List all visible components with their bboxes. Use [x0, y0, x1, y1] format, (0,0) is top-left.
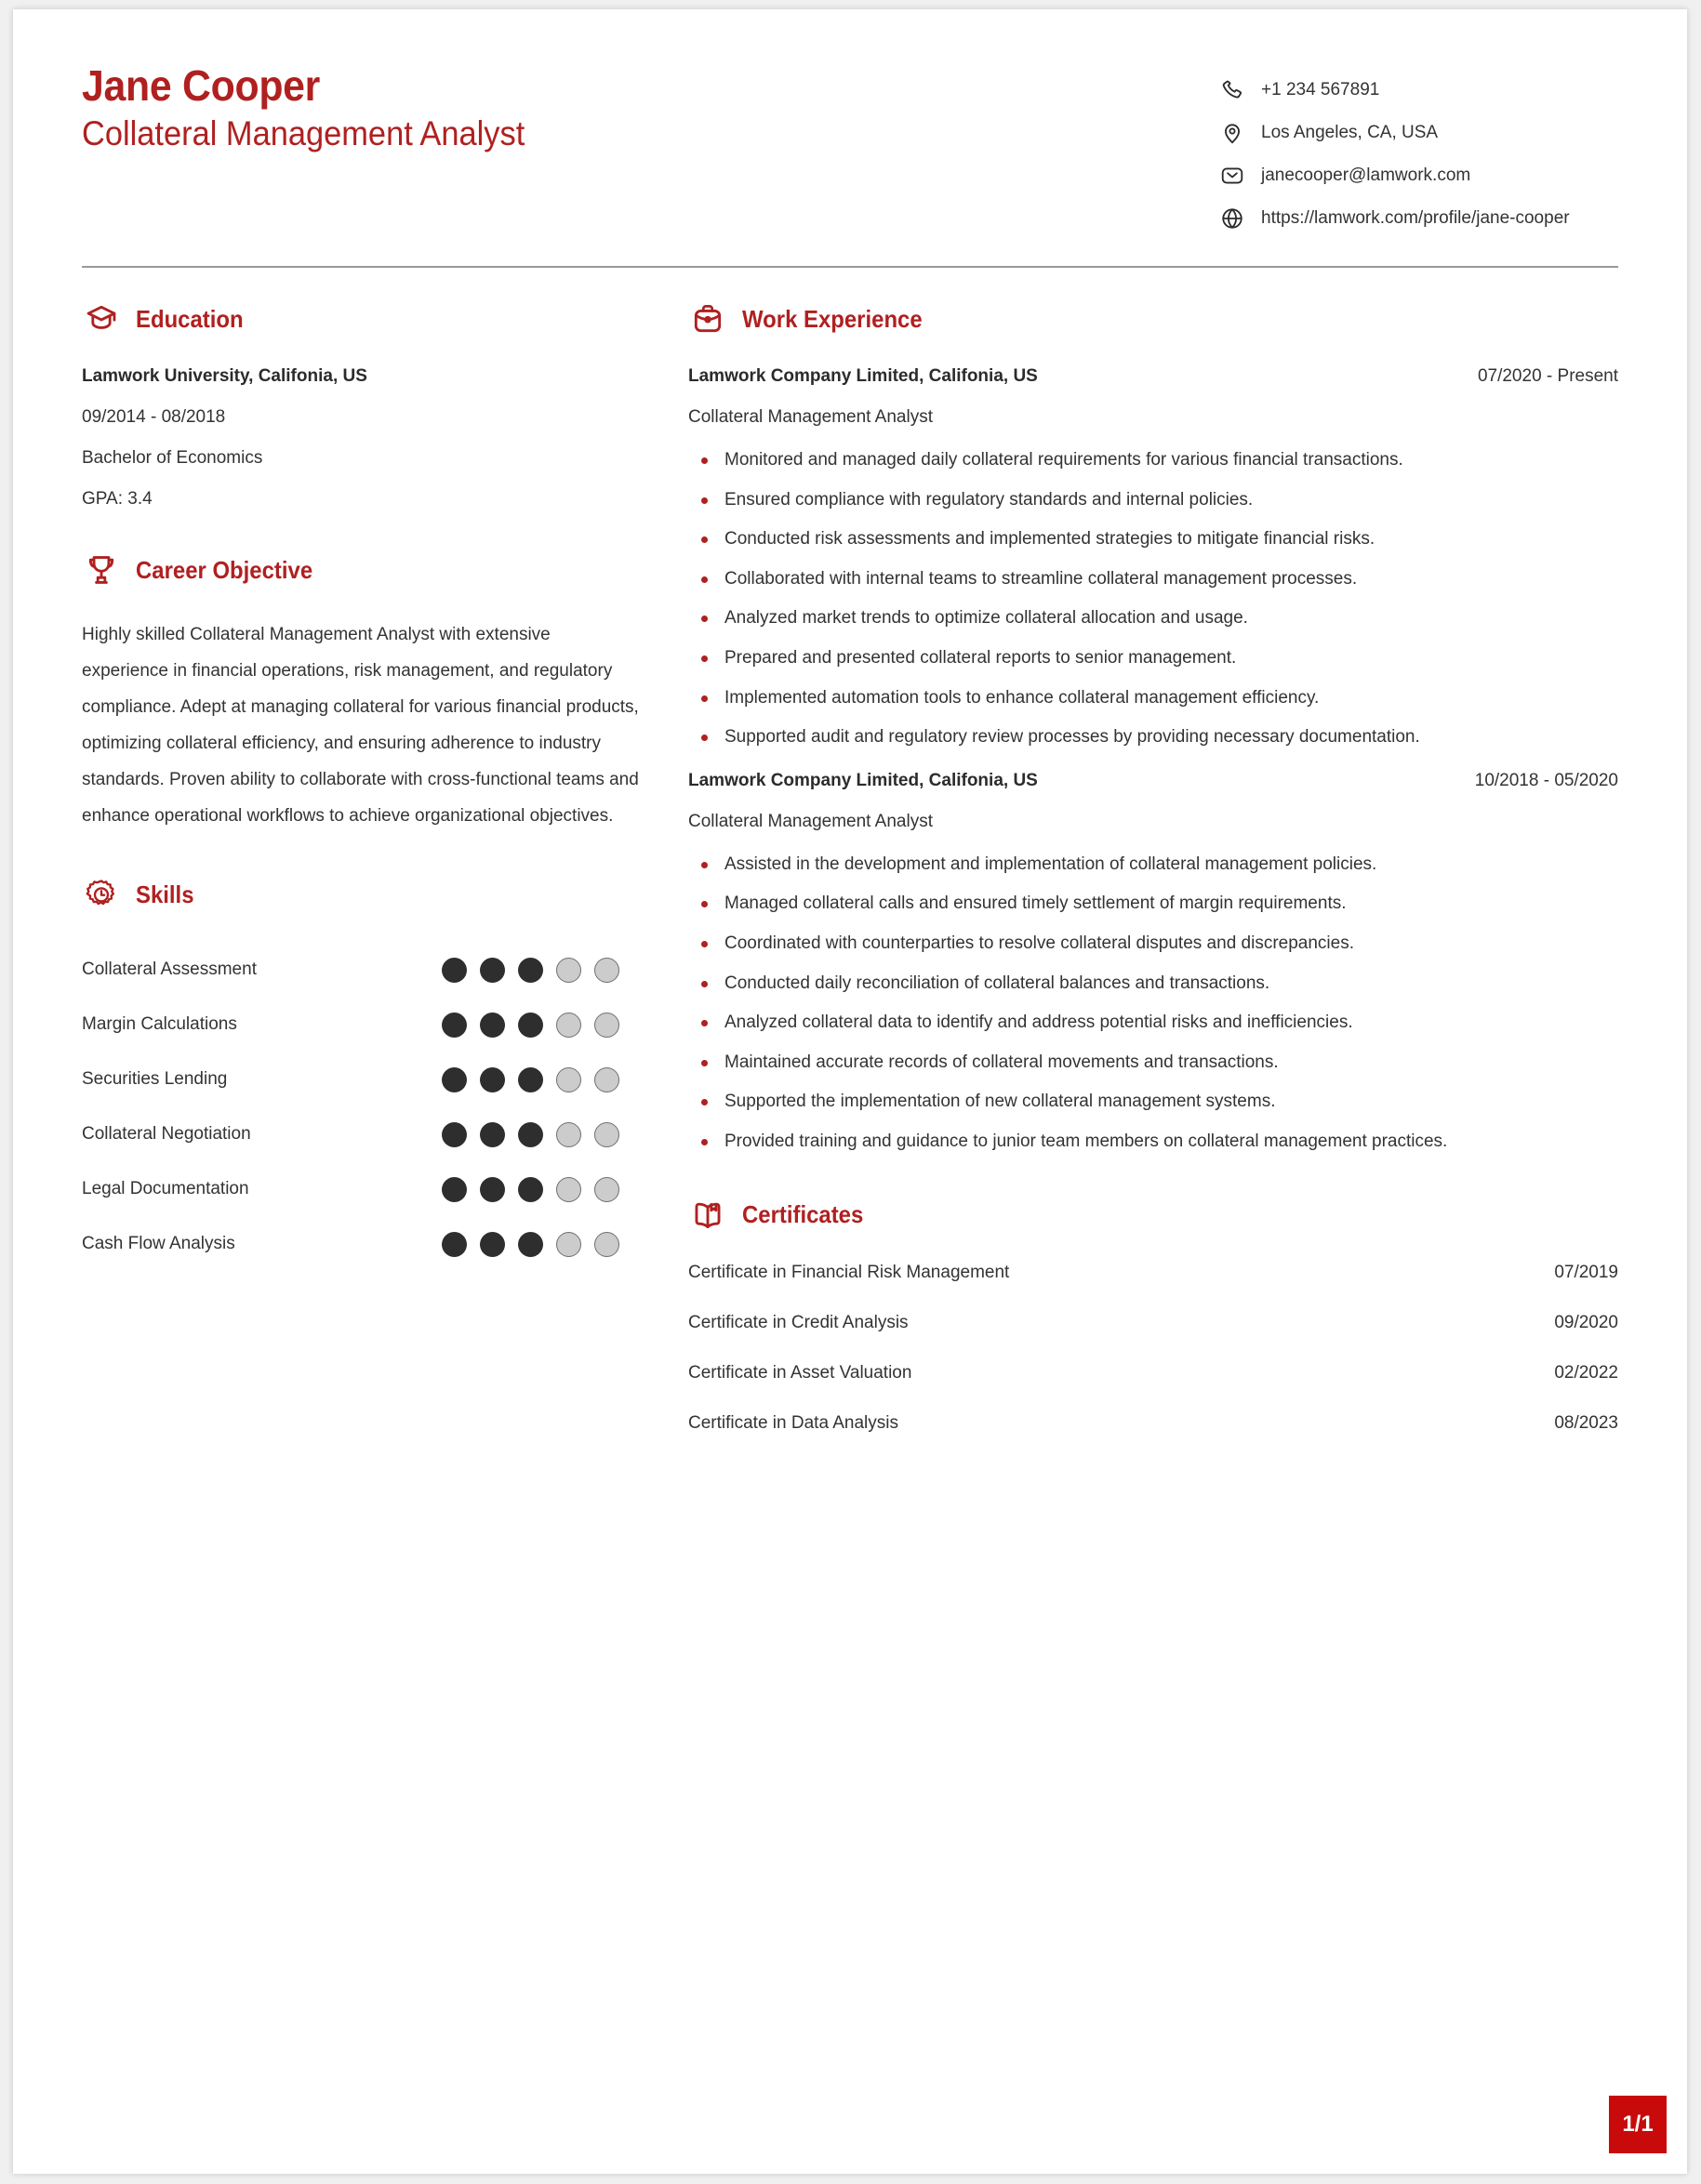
page-title: Jane Cooper	[82, 61, 321, 110]
rating-dot	[518, 1232, 543, 1257]
skill-rating	[442, 1013, 619, 1038]
trophy-icon	[82, 550, 121, 589]
rating-dot	[442, 1122, 467, 1147]
contact-row-phone[interactable]	[1218, 69, 1618, 112]
rating-dot	[480, 1232, 505, 1257]
section-title-certificates: Certificates	[742, 1200, 864, 1228]
skill-name: Cash Flow Analysis	[82, 1234, 235, 1254]
education-degree: Bachelor of Economics	[82, 448, 263, 468]
resume-header	[82, 63, 1618, 240]
job-role: Collateral Management Analyst	[688, 811, 933, 831]
header-divider	[82, 266, 1618, 268]
education-dates: 09/2014 - 08/2018	[82, 407, 226, 427]
job-bullet-text: Coordinated with counterparties to resolve collateral disputes and discrepancies.	[724, 933, 1354, 953]
rating-dot	[442, 1232, 467, 1257]
rating-dot	[556, 1013, 581, 1038]
job-bullet-text: Prepared and presented collateral reports to senior management.	[724, 647, 1237, 668]
certificate-date: 02/2022	[1554, 1362, 1618, 1383]
job-entry	[688, 366, 1618, 750]
section-title-education: Education	[136, 304, 244, 333]
skill-row	[82, 1162, 640, 1217]
rating-dot	[594, 958, 619, 983]
skill-row	[82, 943, 640, 998]
rating-dot	[480, 958, 505, 983]
certificate-row	[688, 1363, 1618, 1383]
section-title-career-objective: Career Objective	[136, 555, 313, 584]
job-bullet	[688, 972, 1618, 997]
contact-row-email[interactable]	[1218, 154, 1618, 197]
bullet-dot-icon	[701, 1020, 708, 1026]
rating-dot	[518, 1122, 543, 1147]
envelope-icon	[1218, 162, 1246, 190]
job-role: Collateral Management Analyst	[688, 407, 933, 427]
skill-rating	[442, 1122, 619, 1147]
certificate-row	[688, 1413, 1618, 1434]
job-bullet-text: Supported the implementation of new collateral management systems.	[724, 1092, 1276, 1112]
job-bullet-text: Supported audit and regulatory review processes by providing necessary documentation.	[724, 727, 1420, 748]
skill-name: Securities Lending	[82, 1069, 228, 1090]
rating-dot	[442, 1067, 467, 1092]
job-bullet-text: Monitored and managed daily collateral requirements for various financial transactions.	[724, 450, 1403, 470]
job-bullet-text: Conducted daily reconciliation of collateral balances and transactions.	[724, 973, 1270, 993]
skill-row	[82, 1107, 640, 1162]
bullet-dot-icon	[701, 695, 708, 702]
bullet-dot-icon	[701, 901, 708, 907]
rating-dot	[480, 1122, 505, 1147]
job-company: Lamwork Company Limited, Califonia, US	[688, 366, 1038, 386]
rating-dot	[556, 1067, 581, 1092]
graduation-cap-icon	[82, 299, 121, 338]
skill-row	[82, 1217, 640, 1272]
bullet-dot-icon	[701, 655, 708, 662]
bullet-dot-icon	[701, 1139, 708, 1145]
skill-row	[82, 1052, 640, 1107]
job-dates: 07/2020 - Present	[1477, 366, 1618, 386]
rating-dot	[480, 1067, 505, 1092]
certificate-name: Certificate in Data Analysis	[688, 1412, 898, 1433]
bullet-dot-icon	[701, 576, 708, 583]
job-bullet-text: Provided training and guidance to junior team members on collateral management practices.	[724, 1131, 1448, 1151]
gear-clock-icon	[82, 876, 121, 915]
bullet-dot-icon	[701, 457, 708, 464]
globe-icon	[1218, 205, 1246, 232]
certificate-name: Certificate in Financial Risk Management	[688, 1262, 1010, 1282]
bullet-dot-icon	[701, 981, 708, 987]
job-bullet-text: Ensured compliance with regulatory standards and internal policies.	[724, 489, 1254, 510]
identity-block	[82, 63, 558, 155]
bullet-dot-icon	[701, 862, 708, 868]
bullet-dot-icon	[701, 536, 708, 543]
job-bullet	[688, 853, 1618, 878]
section-title-skills: Skills	[136, 880, 194, 909]
contact-website-value: https://lamwork.com/profile/jane-cooper	[1261, 208, 1570, 228]
location-pin-icon	[1218, 119, 1246, 147]
rating-dot	[442, 958, 467, 983]
job-bullet-text: Analyzed collateral data to identify and address potential risks and inefficiencies.	[724, 1013, 1353, 1033]
skill-rating	[442, 958, 619, 983]
briefcase-icon	[688, 299, 727, 338]
rating-dot	[556, 958, 581, 983]
contact-row-website[interactable]	[1218, 197, 1618, 240]
skill-name: Collateral Negotiation	[82, 1124, 251, 1145]
bullet-dot-icon	[701, 615, 708, 622]
rating-dot	[480, 1177, 505, 1202]
certificate-row	[688, 1263, 1618, 1283]
rating-dot	[442, 1177, 467, 1202]
bullet-dot-icon	[701, 735, 708, 741]
job-bullet	[688, 606, 1618, 631]
contact-email-value: janecooper@lamwork.com	[1261, 165, 1471, 185]
bullet-dot-icon	[701, 1060, 708, 1066]
job-bullet-text: Collaborated with internal teams to streamline collateral management processes.	[724, 568, 1358, 589]
job-bullets	[688, 853, 1618, 1155]
job-bullet	[688, 932, 1618, 957]
job-bullet	[688, 725, 1618, 750]
contact-list	[1218, 69, 1618, 240]
rating-dot	[556, 1122, 581, 1147]
skill-rating	[442, 1067, 619, 1092]
rating-dot	[518, 1013, 543, 1038]
skill-name: Collateral Assessment	[82, 960, 257, 980]
job-bullet	[688, 1090, 1618, 1115]
job-bullet	[688, 1051, 1618, 1076]
job-bullet-text: Conducted risk assessments and implemented strategies to mitigate financial risks.	[724, 529, 1375, 549]
job-bullet	[688, 1130, 1618, 1155]
rating-dot	[480, 1013, 505, 1038]
certificate-date: 09/2020	[1554, 1312, 1618, 1332]
resume-page	[13, 9, 1687, 2174]
job-bullet-text: Analyzed market trends to optimize collateral allocation and usage.	[724, 608, 1248, 629]
job-bullet-text: Managed collateral calls and ensured timely settlement of margin requirements.	[724, 893, 1347, 914]
career-objective-text: Highly skilled Collateral Management Analyst with extensive experience in financial operations, risk management, and regulatory compliance. Adept at managing collateral for various financial products, optimizing collateral efficiency, and ensuring adherence to industry standards. Proven ability to collaborate with cross-functional teams and enhance operational workflows to achieve organizational objectives.	[82, 625, 639, 826]
education-gpa: GPA: 3.4	[82, 489, 153, 509]
job-bullet-text: Maintained accurate records of collateral movements and transactions.	[724, 1052, 1279, 1072]
certificate-date: 07/2019	[1554, 1262, 1618, 1282]
certificate-row	[688, 1313, 1618, 1333]
skills-list	[82, 943, 640, 1272]
section-education	[82, 299, 640, 510]
open-book-icon	[688, 1196, 727, 1235]
section-skills	[82, 876, 640, 1272]
contact-phone-value: +1 234 567891	[1261, 80, 1380, 99]
job-bullet	[688, 646, 1618, 671]
rating-dot	[556, 1177, 581, 1202]
job-bullet-text: Implemented automation tools to enhance collateral management efficiency.	[724, 687, 1320, 708]
bullet-dot-icon	[701, 1099, 708, 1105]
bullet-dot-icon	[701, 941, 708, 947]
rating-dot	[556, 1232, 581, 1257]
job-bullet	[688, 488, 1618, 513]
skill-rating	[442, 1232, 619, 1257]
skill-name: Legal Documentation	[82, 1179, 249, 1199]
job-title: Collateral Management Analyst	[82, 113, 525, 152]
page-number-badge: 1/1	[1609, 2096, 1667, 2153]
job-bullet	[688, 567, 1618, 592]
rating-dot	[594, 1122, 619, 1147]
rating-dot	[594, 1013, 619, 1038]
section-certificates	[688, 1196, 1618, 1434]
certificate-name: Certificate in Asset Valuation	[688, 1362, 912, 1383]
job-bullet-text: Assisted in the development and implementation of collateral management policies.	[724, 854, 1377, 874]
section-work-experience	[688, 299, 1618, 1155]
certificate-name: Certificate in Credit Analysis	[688, 1312, 909, 1332]
job-bullets	[688, 448, 1618, 750]
job-company: Lamwork Company Limited, Califonia, US	[688, 770, 1038, 790]
certificate-date: 08/2023	[1554, 1412, 1618, 1433]
phone-icon	[1218, 76, 1246, 104]
rating-dot	[442, 1013, 467, 1038]
section-title-work-experience: Work Experience	[742, 304, 923, 333]
rating-dot	[594, 1067, 619, 1092]
rating-dot	[518, 1067, 543, 1092]
job-bullet	[688, 1011, 1618, 1036]
skill-name: Margin Calculations	[82, 1014, 237, 1035]
job-bullet	[688, 892, 1618, 917]
skill-row	[82, 998, 640, 1052]
job-bullet	[688, 686, 1618, 711]
section-career-objective	[82, 550, 640, 835]
rating-dot	[518, 958, 543, 983]
job-bullet	[688, 527, 1618, 552]
rating-dot	[594, 1177, 619, 1202]
job-dates: 10/2018 - 05/2020	[1474, 770, 1618, 790]
education-school: Lamwork University, Califonia, US	[82, 366, 367, 386]
bullet-dot-icon	[701, 497, 708, 504]
contact-location-value: Los Angeles, CA, USA	[1261, 123, 1439, 142]
job-bullet	[688, 448, 1618, 473]
job-entry	[688, 771, 1618, 1155]
rating-dot	[594, 1232, 619, 1257]
contact-row-location[interactable]	[1218, 112, 1618, 154]
skill-rating	[442, 1177, 619, 1202]
certificates-list	[688, 1263, 1618, 1434]
rating-dot	[518, 1177, 543, 1202]
